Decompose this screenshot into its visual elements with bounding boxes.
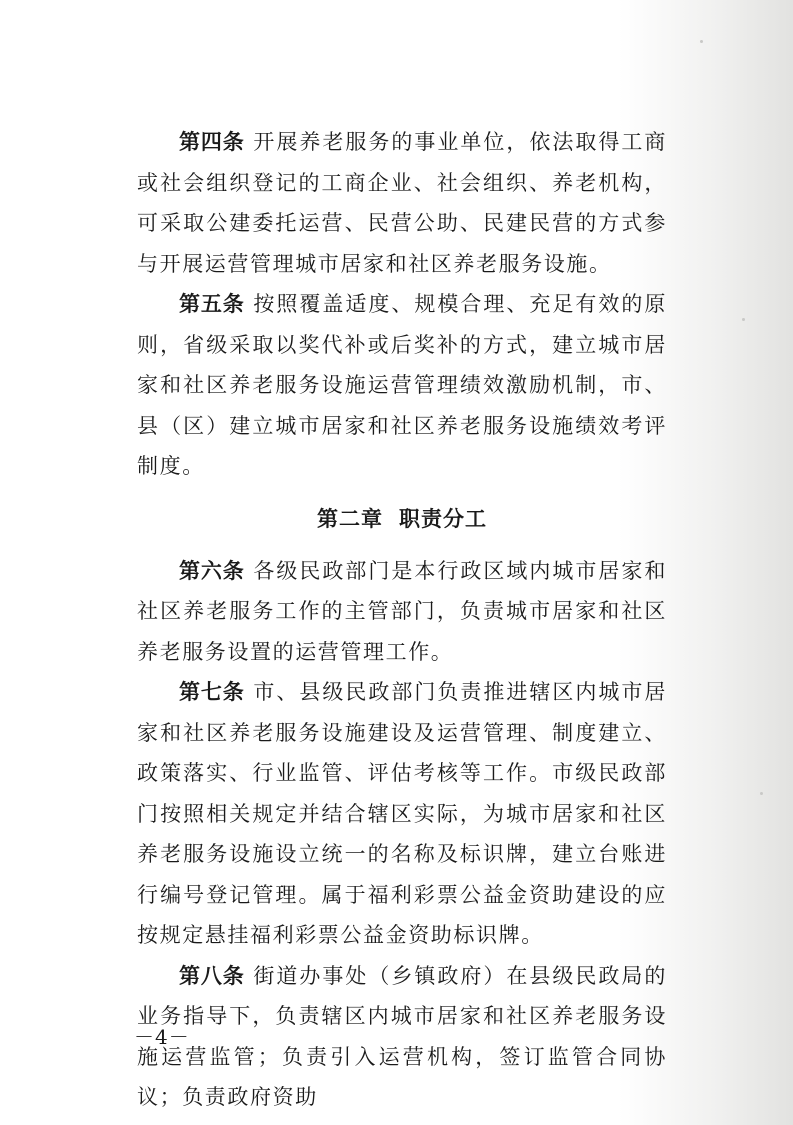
article-5 <box>137 284 667 487</box>
scan-speck <box>760 792 763 795</box>
article-4 <box>137 122 667 284</box>
scan-speck <box>700 40 703 43</box>
article-number: 第五条 <box>179 292 245 316</box>
article-number: 第六条 <box>179 558 245 583</box>
article-number: 第八条 <box>179 963 245 988</box>
scan-speck <box>742 318 745 321</box>
document-body <box>137 122 667 1118</box>
article-text: 各级民政部门是本行政区域内城市居家和社区养老服务工作的主管部门，负责城市居家和社区养老服务设置的运营管理工作。 <box>137 558 667 664</box>
article-text: 按照覆盖适度、规模合理、充足有效的原则，省级采取以奖代补或后奖补的方式，建立城市居家和社区养老服务设施运营管理绩效激励机制，市、县（区）建立城市居家和社区养老服务设施绩效考评制度。 <box>137 292 667 478</box>
article-text: 开展养老服务的事业单位，依法取得工商或社会组织登记的工商企业、社会组织、养老机构，可采取公建委托运营、民营公助、民建民营的方式参与开展运营管理城市居家和社区养老服务设施。 <box>137 130 667 276</box>
article-7 <box>137 672 667 956</box>
article-text: 市、县级民政部门负责推进辖区内城市居家和社区养老服务设施建设及运营管理、制度建立、政策落实、行业监管、评估考核等工作。市级民政部门按照相关规定并结合辖区实际，为城市居家和社区养老服务设施设立统一的名称及标识牌，建立台账进行编号登记管理。属于福利彩票公益金资助建设的应按规定悬挂福利彩票公益金资助标识牌。 <box>137 680 667 947</box>
article-text: 街道办事处（乡镇政府）在县级民政局的业务指导下，负责辖区内城市居家和社区养老服务设施运营监管；负责引入运营机构，签订监管合同协议；负责政府资助 <box>137 963 667 1109</box>
chapter-heading <box>137 499 667 539</box>
page-number: －4－ <box>134 1025 190 1049</box>
chapter-title: 职责分工 <box>399 506 487 531</box>
chapter-number: 第二章 <box>317 506 383 531</box>
article-6 <box>137 551 667 673</box>
article-number: 第七条 <box>179 680 245 704</box>
article-8 <box>137 956 667 1118</box>
article-number: 第四条 <box>179 130 245 154</box>
